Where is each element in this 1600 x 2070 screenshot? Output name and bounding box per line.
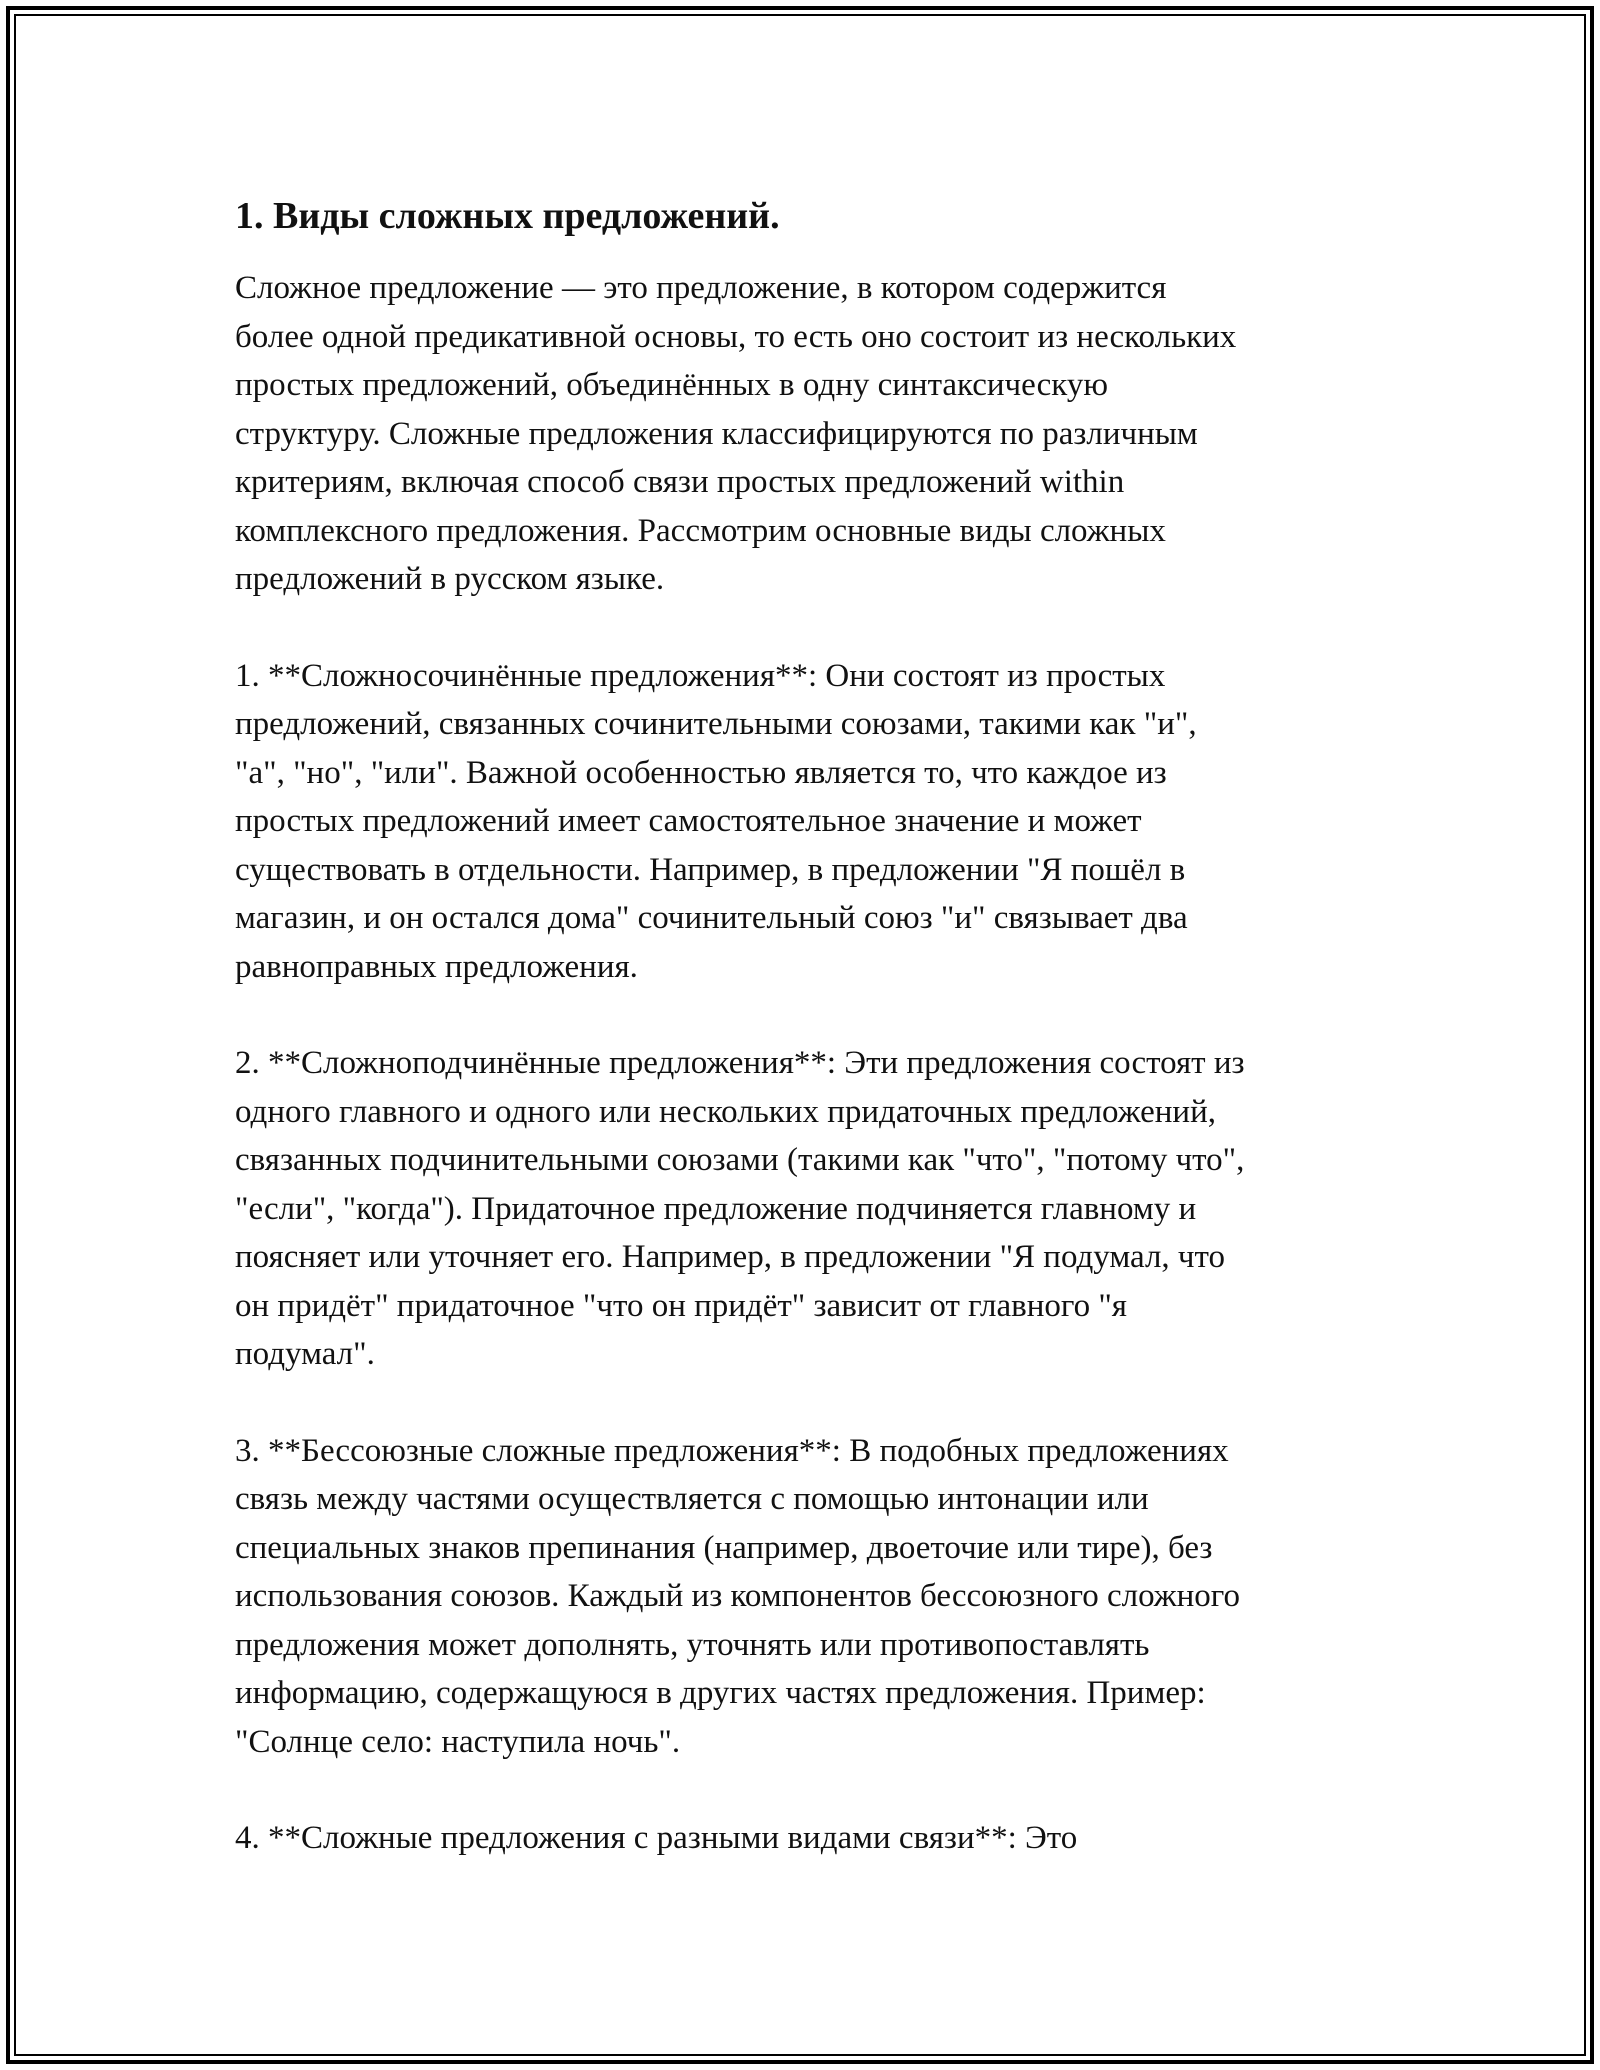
complex-sentence-paragraph: 2. **Сложноподчинённые предложения**: Эти предложения состоят из одного главного и одного или нескольких придаточных предложений, связанных подчинительными союзами (такими как "что", "потому что", "если", "когда"). Придаточное предложение подчиняется главному и поясняет или уточняет его. Например, в предложении "Я подумал, что он придёт" придаточное "что он придёт" зависит от главного "я подумал". — [235, 1045, 1245, 1372]
document-body — [235, 180, 1395, 1863]
section-heading: 1. Виды сложных предложений. — [235, 195, 780, 237]
asyndetic-sentence-paragraph: 3. **Бессоюзные сложные предложения**: В подобных предложениях связь между частями осуществляется с помощью интонации или специальных знаков препинания (например, двоеточие или тире), без использования союзов. Каждый из компонентов бессоюзного сложного предложения может дополнять, уточнять или противопоставлять информацию, содержащуюся в других частях предложения. Пример: "Солнце село: наступила ночь". — [235, 1432, 1240, 1760]
intro-paragraph: Сложное предложение — это предложение, в котором содержится более одной предикативной основы, то есть оно состоит из нескольких простых предложений, объединённых в одну синтаксическую структуру. Сложные предложения классифицируются по различным критериям, включая способ связи простых предложений within комплексного предложения. Рассмотрим основные виды сложных предложений в русском языке. — [235, 270, 1237, 597]
mixed-connection-paragraph: 4. **Сложные предложения с разными видами связи**: Это — [235, 1820, 1078, 1856]
compound-sentence-paragraph: 1. **Сложносочинённые предложения**: Они состоят из простых предложений, связанных сочинительными союзами, такими как "и", "а", "но", "или". Важной особенностью является то, что каждое из простых предложений имеет самостоятельное значение и может существовать в отдельности. Например, в предложении "Я пошёл в магазин, и он остался дома" сочинительный союз "и" связывает два равноправных предложения. — [235, 657, 1197, 985]
